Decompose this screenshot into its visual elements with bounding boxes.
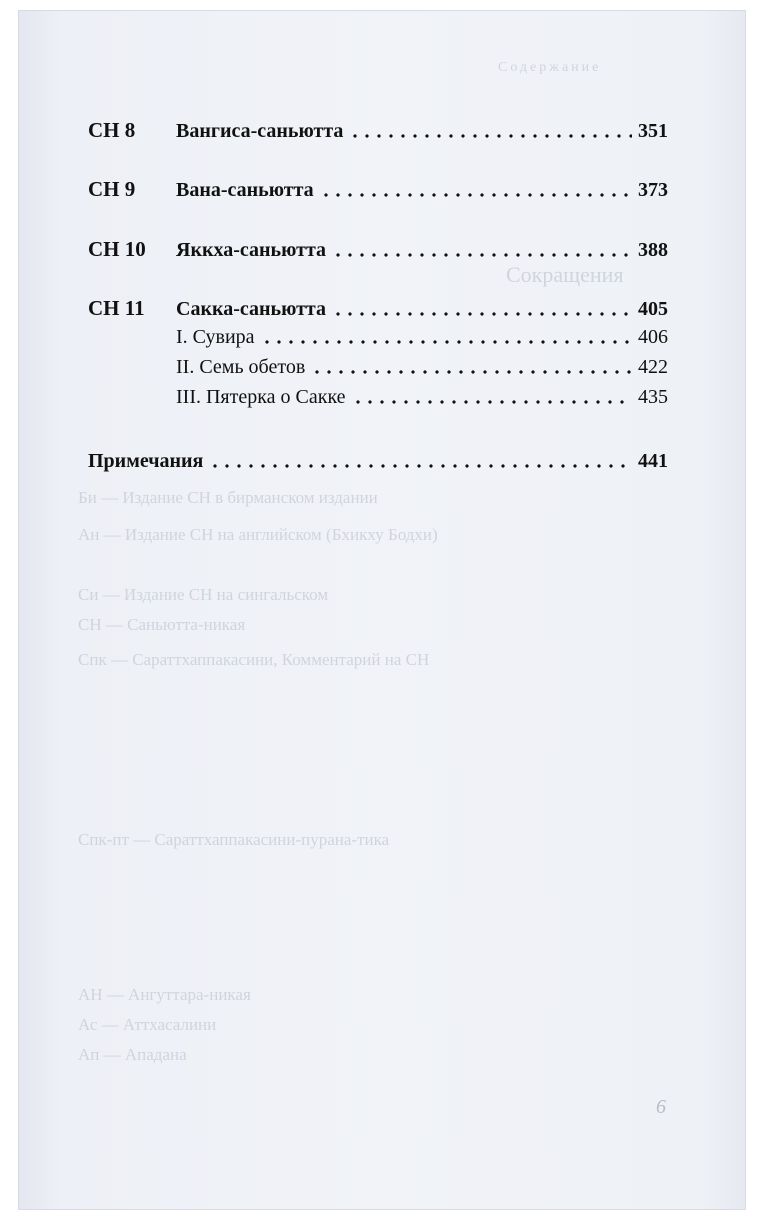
- bleed-heading: Сокращения: [506, 262, 624, 287]
- entry-page: 405: [638, 298, 668, 320]
- subentry-page: 435: [638, 386, 668, 408]
- bleed-running-title: Содержание: [498, 60, 602, 75]
- dot-leader: [352, 400, 632, 404]
- toc-subentry: [176, 326, 668, 349]
- toc-subentry: [176, 356, 668, 379]
- dot-leader: [332, 253, 632, 257]
- entry-title: Вана-саньютта: [176, 179, 314, 201]
- bleed-line: Спк — Сараттхаппакасини, Комментарий на СН: [78, 650, 430, 669]
- entry-page: 351: [638, 120, 668, 142]
- bleed-line: Си — Издание СН на сингальском: [78, 585, 329, 604]
- entry-title: Яккха-саньютта: [176, 239, 327, 261]
- bleed-line: АН — Ангуттара-никая: [78, 985, 251, 1004]
- dot-leader: [349, 134, 632, 138]
- bleed-line: Ап — Ападана: [78, 1045, 187, 1064]
- subentry-page: 422: [638, 356, 668, 378]
- bleed-line: СН — Саньютта-никая: [78, 615, 246, 634]
- entry-page: 441: [638, 450, 668, 472]
- bleed-line: Би — Издание СН в бирманском издании: [78, 488, 378, 507]
- bleed-page-mark: 6: [656, 1096, 666, 1118]
- dot-leader: [332, 312, 632, 316]
- entry-title: Вангиса-саньютта: [176, 120, 344, 142]
- dot-leader: [311, 370, 632, 374]
- subentry-title: III. Пятерка о Сакке: [176, 386, 346, 408]
- bleed-line: Спк-пт — Сараттхаппакасини-пурана-тика: [78, 830, 390, 849]
- dot-leader: [209, 464, 632, 468]
- subentry-title: I. Сувира: [176, 326, 255, 348]
- entry-page: 388: [638, 239, 668, 261]
- bleed-line: Ан — Издание СН на английском (Бхикху Бодхи): [78, 525, 438, 544]
- toc-entry-sn8: [88, 118, 668, 143]
- dot-leader: [320, 193, 632, 197]
- bleed-line: Ас — Аттхасалини: [78, 1015, 217, 1034]
- toc-entry-sn9: [88, 177, 668, 202]
- entry-code: СН 11: [88, 296, 145, 320]
- entry-title: Примечания: [88, 450, 204, 472]
- subentry-title: II. Семь обетов: [176, 356, 306, 378]
- toc-entry-notes: [88, 450, 668, 473]
- toc-entry-sn11: [88, 296, 668, 321]
- toc-entry-sn10: [88, 237, 668, 262]
- entry-page: 373: [638, 179, 668, 201]
- subentry-page: 406: [638, 326, 668, 348]
- entry-code: СН 8: [88, 118, 136, 142]
- entry-code: СН 9: [88, 177, 136, 201]
- dot-leader: [261, 340, 632, 344]
- entry-title: Сакка-саньютта: [176, 298, 326, 320]
- entry-code: СН 10: [88, 237, 146, 261]
- toc-subentry: [176, 386, 668, 409]
